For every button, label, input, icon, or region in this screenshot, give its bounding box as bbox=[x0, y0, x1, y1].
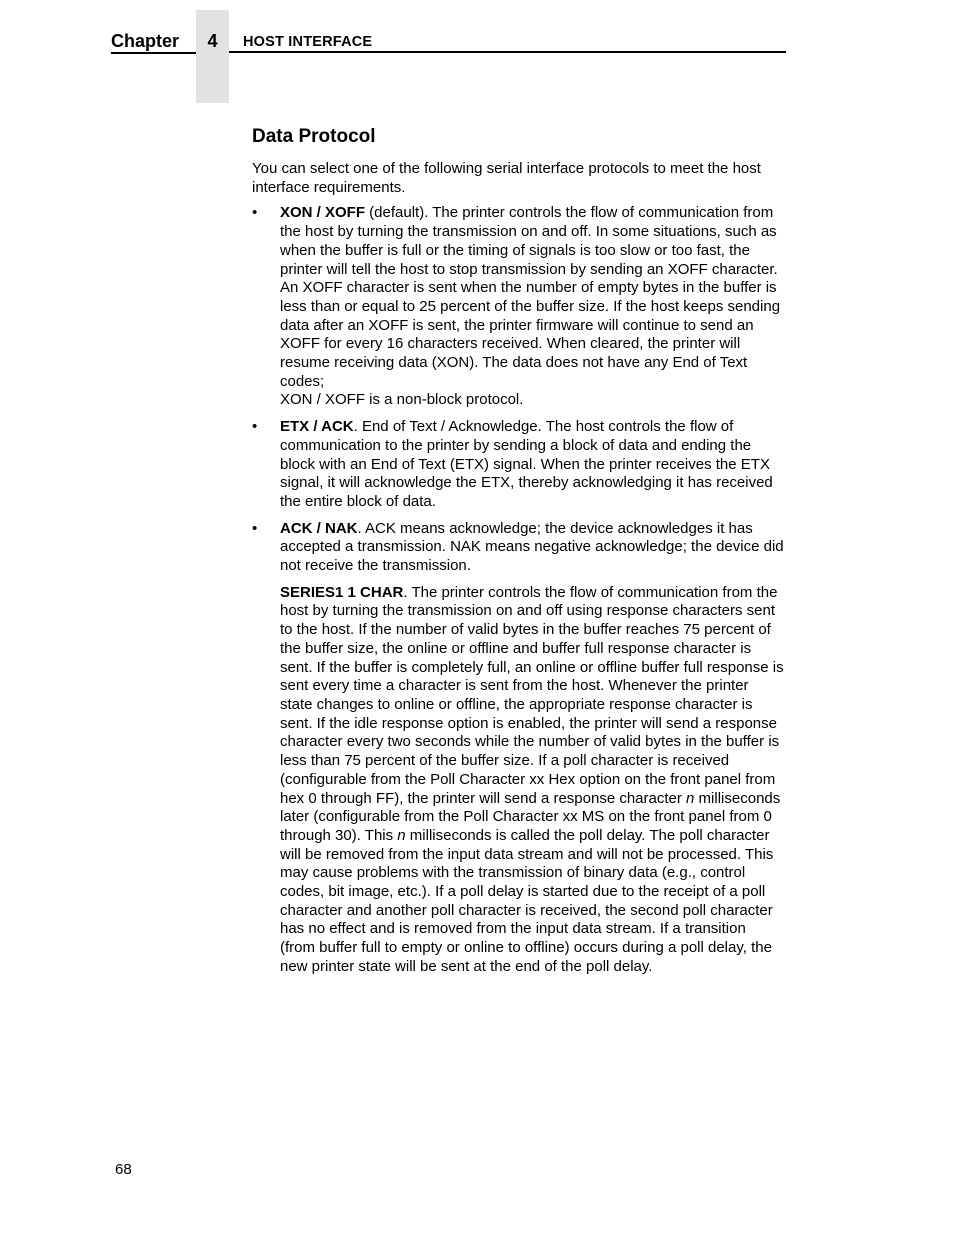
bullet-icon: • bbox=[252, 418, 258, 436]
chapter-number: 4 bbox=[207, 31, 218, 51]
protocol-description: (default). The printer controls the flow of communication from the host by turning the transmission on and off. In some situations, such as when the buffer is full or the timing of signals is too slow or too fast, the printer will tell the host to stop transmission by sending an XOFF character. An XOFF character is sent when the number of empty bytes in the buffer is less than or equal to 25 percent of the buffer size. If the host keeps sending data after an XOFF is sent, the printer firmware will continue to send an XOFF for every 16 characters received. When cleared, the printer will resume receiving data (XON). The data does not have any End of Text codes; bbox=[280, 204, 781, 390]
protocol-term: ACK / NAK bbox=[280, 519, 358, 537]
page-content bbox=[252, 124, 784, 977]
italic-variable: n bbox=[686, 789, 695, 807]
list-item-text bbox=[280, 418, 784, 512]
list-item-xon-xoff bbox=[252, 204, 784, 410]
protocol-term: XON / XOFF bbox=[280, 204, 366, 222]
bullet-icon: • bbox=[252, 204, 258, 222]
list-item-text bbox=[280, 520, 784, 576]
bullet-icon: • bbox=[252, 519, 258, 537]
series1-text-a: . The printer controls the flow of communication from the host by turning the transmission on and off using response characters sent to the host. If the number of valid bytes in the buffer reaches 75 percent of the buffer size, the online or offline and buffer full response character is sent. If the buffer is completely full, an online or offline buffer full response is sent every time a character is sent from the host. Whenever the printer state changes to online or offline, the appropriate response character is sent. If the idle response option is enabled, the printer will send a response character every two seconds while the number of valid bytes in the buffer is less than 75 percent of the buffer size. If a poll character is received (configurable from the Poll Character xx Hex option on the front panel from hex 0 through FF), the printer will send a response character bbox=[280, 583, 784, 807]
chapter-tab bbox=[196, 10, 229, 103]
list-item-etx-ack bbox=[252, 418, 784, 512]
page-number: 68 bbox=[115, 1161, 132, 1178]
series1-paragraph bbox=[252, 584, 784, 977]
series1-text-c: milliseconds is called the poll delay. The poll character will be removed from the input data stream and will not be processed. This may cause problems with the transmission of binary data (e.g., control codes, bit image, etc.). If a poll delay is started due to the receipt of a poll character and another poll character is received, the second poll character has no effect and is removed from the input data stream. If a transition (from buffer full to empty or online to offline) occurs during a poll delay, the new printer state will be sent at the end of the poll delay. bbox=[280, 826, 774, 975]
italic-variable: n bbox=[397, 826, 406, 844]
series1-text-b: milliseconds later (configurable from the Poll Character xx MS on the front panel from 0 through 30). This bbox=[280, 789, 781, 844]
protocol-term: SERIES1 1 CHAR bbox=[280, 583, 404, 601]
chapter-label: Chapter bbox=[111, 30, 196, 54]
protocol-description: . End of Text / Acknowledge. The host controls the flow of communication to the printer by sending a block of data and ending the block with an End of Text (ETX) signal. When the printer receives the ETX signal, it will acknowledge the ETX, thereby acknowledging it has received the entire block of data. bbox=[280, 418, 773, 510]
protocol-description: . ACK means acknowledge; the device acknowledges it has accepted a transmission. NAK means negative acknowledge; the device did not receive the transmission. bbox=[280, 519, 784, 575]
section-heading: Data Protocol bbox=[252, 126, 376, 147]
list-item-ack-nak bbox=[252, 520, 784, 576]
section-running-title: HOST INTERFACE bbox=[229, 33, 786, 53]
protocol-term: ETX / ACK bbox=[280, 418, 354, 436]
protocol-list bbox=[252, 204, 784, 575]
list-item-text bbox=[280, 204, 784, 410]
protocol-note: XON / XOFF is a non-block protocol. bbox=[280, 391, 524, 409]
intro-paragraph: You can select one of the following serial interface protocols to meet the host interface requirements. bbox=[252, 160, 761, 196]
